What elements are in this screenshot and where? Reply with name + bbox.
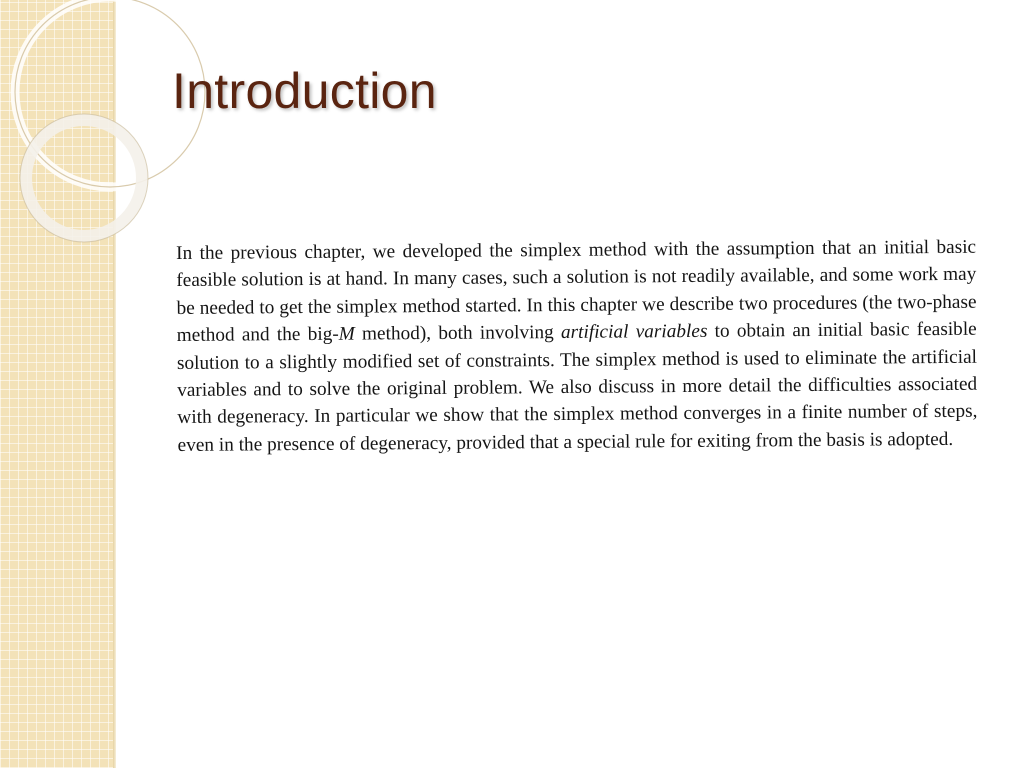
introduction-paragraph (176, 234, 978, 460)
decorative-side-band (0, 0, 113, 768)
paragraph-text-part-2: method), both involving (354, 322, 562, 345)
artificial-variables-emphasis: artificial variables (560, 321, 708, 344)
paragraph-text-part-3: to obtain an initial basic feasible solution to a slightly modified set of constraints. The simplex method is used to eliminate the artificial variables and to solve the original problem. We also discuss in more detail the difficulties associated with degeneracy. In particular we show that the simplex method converges in a finite number of steps, even in the presence of degeneracy, provided that a special rule for exiting from the basis is adopted. (176, 318, 978, 456)
big-m-symbol: M (338, 323, 355, 345)
paragraph-text-part-1: In the previous chapter, we developed the simplex method with the assumption that an initial basic feasible solution is at hand. In many cases, such a solution is not readily available, and some work may be needed to get the simplex method started. In this chapter we describe two procedures (the two-phase method and the big- (176, 236, 977, 347)
slide-title: Introduction (172, 63, 437, 119)
side-band-edge (113, 0, 116, 768)
